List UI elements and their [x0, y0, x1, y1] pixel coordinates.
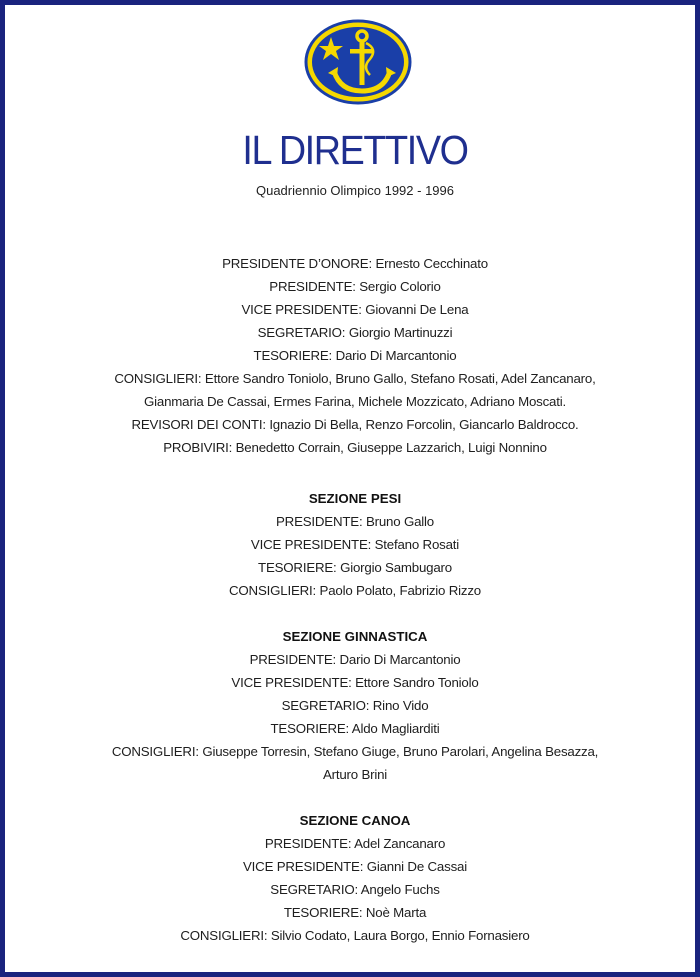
role-label: PRESIDENTE:: [269, 279, 356, 294]
role-label: SEGRETARIO:: [257, 325, 346, 340]
role-names: Giovanni De Lena: [365, 302, 469, 317]
role-names: Giorgio Sambugaro: [340, 560, 452, 575]
role-label: PRESIDENTE D’ONORE:: [222, 256, 372, 271]
role-names: Sergio Colorio: [359, 279, 441, 294]
role-label: CONSIGLIERI:: [111, 744, 199, 759]
role-line: [5, 878, 700, 901]
role-names: Giorgio Martinuzzi: [348, 325, 453, 340]
role-names: Rino Vido: [372, 698, 429, 713]
role-line: [5, 901, 700, 924]
role-names: Stefano Rosati: [374, 537, 460, 552]
role-names: Aldo Magliarditi: [351, 721, 440, 736]
role-label: PRESIDENTE:: [276, 514, 363, 529]
role-line: [5, 275, 700, 298]
role-line: [5, 367, 700, 390]
role-names: Gianni De Cassai: [366, 859, 467, 874]
sezione-canoa: [5, 809, 700, 947]
page-subtitle: Quadriennio Olimpico 1992 - 1996: [255, 183, 454, 198]
page-title: IL DIRETTIVO: [242, 127, 468, 173]
role-names: Bruno Gallo: [365, 514, 434, 529]
role-names: Angelo Fuchs: [360, 882, 440, 897]
role-label: TESORIERE:: [270, 721, 350, 736]
role-label: TESORIERE:: [283, 905, 363, 920]
anchor-star-logo-icon: [304, 19, 412, 105]
role-label: SEGRETARIO:: [270, 882, 358, 897]
role-line: [5, 832, 700, 855]
role-label: REVISORI DEI CONTI:: [131, 417, 266, 432]
role-line: [5, 740, 700, 763]
role-line: [5, 556, 700, 579]
role-line: [5, 436, 700, 459]
role-names: Ignazio Di Bella, Renzo Forcolin, Giancarlo Baldrocco.: [269, 417, 579, 432]
role-label: TESORIERE:: [258, 560, 337, 575]
role-label: VICE PRESIDENTE:: [231, 675, 352, 690]
role-line: [5, 533, 700, 556]
role-line: [5, 694, 700, 717]
role-label: TESORIERE:: [253, 348, 333, 363]
role-names: Benedetto Corrain, Giuseppe Lazzarich, Luigi Nonnino: [235, 440, 547, 455]
role-line: [5, 924, 700, 947]
role-line: [5, 390, 700, 413]
role-line: [5, 298, 700, 321]
role-names: Ernesto Cecchinato: [375, 256, 488, 271]
role-label: CONSIGLIERI:: [229, 583, 317, 598]
role-names: Silvio Codato, Laura Borgo, Ennio Fornasiero: [270, 928, 530, 943]
role-line: [5, 344, 700, 367]
role-label: PROBIVIRI:: [163, 440, 233, 455]
role-names: Ettore Sandro Toniolo, Bruno Gallo, Stefano Rosati, Adel Zancanaro,: [204, 371, 596, 386]
section-heading: SEZIONE PESI: [308, 491, 402, 506]
role-names: Arturo Brini: [322, 767, 388, 782]
role-label: SEGRETARIO:: [281, 698, 370, 713]
role-line: [5, 671, 700, 694]
sezione-pesi: [5, 487, 700, 602]
role-label: PRESIDENTE:: [264, 836, 352, 851]
role-names: Noè Marta: [365, 905, 427, 920]
role-names: Adel Zancanaro: [354, 836, 446, 851]
section-heading: SEZIONE GINNASTICA: [282, 629, 428, 644]
role-label: VICE PRESIDENTE:: [243, 859, 364, 874]
role-line: [5, 321, 700, 344]
role-line: [5, 855, 700, 878]
role-line: [5, 252, 700, 275]
sezione-ginnastica: [5, 625, 700, 786]
role-names: Dario Di Marcantonio: [339, 652, 461, 667]
role-line: [5, 579, 700, 602]
role-names: Dario Di Marcantonio: [335, 348, 457, 363]
role-line: [5, 648, 700, 671]
role-label: VICE PRESIDENTE:: [250, 537, 372, 552]
role-names: Gianmaria De Cassai, Ermes Farina, Michele Mozzicato, Adriano Moscati.: [144, 394, 566, 409]
role-line: [5, 717, 700, 740]
role-label: CONSIGLIERI:: [114, 371, 202, 386]
direttivo-list: [5, 252, 700, 459]
role-label: VICE PRESIDENTE:: [241, 302, 362, 317]
role-line: [5, 413, 700, 436]
role-label: CONSIGLIERI:: [180, 928, 268, 943]
section-heading: SEZIONE CANOA: [299, 813, 411, 828]
role-names: Paolo Polato, Fabrizio Rizzo: [319, 583, 481, 598]
role-line: [5, 763, 700, 786]
role-line: [5, 510, 700, 533]
role-names: Giuseppe Torresin, Stefano Giuge, Bruno Parolari, Angelina Besazza,: [202, 744, 599, 759]
role-names: Ettore Sandro Toniolo: [355, 675, 479, 690]
role-label: PRESIDENTE:: [249, 652, 337, 667]
